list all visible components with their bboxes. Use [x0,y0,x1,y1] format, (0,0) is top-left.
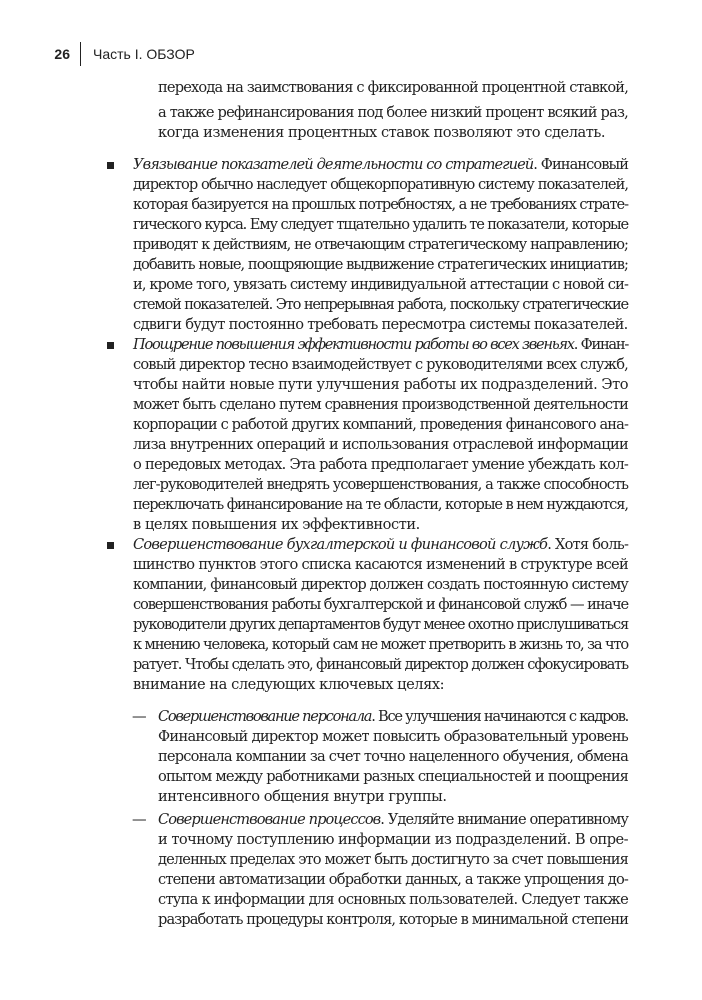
intro-line: а также рефинансирования под более низкий процент всякий раз, [158,104,628,121]
list-item-line: совый директор тесно взаимодействует с руководителями всех служб, [133,356,628,373]
list-item-line: чтобы найти новые пути улучшения работы их подразделений. Это [133,376,628,393]
page-number: 26 [54,46,70,62]
running-head: Часть I. ОБЗОР [93,46,195,62]
list-item-line: совершенствования работы бухгалтерской и финансовой служб — иначе [133,596,628,613]
bullet-square [107,542,114,549]
subitem-first-line [158,810,628,830]
list-item-line: которая базируется на прошлых потребностях, а не требованиях страте- [133,196,628,213]
list-item-line: ратует. Чтобы сделать это, финансовый директор должен сфокусировать [133,656,628,673]
list-item-line: лег-руководителей внедрять усовершенствования, а также способность [133,476,628,493]
list-item-line: директор обычно наследует общекорпоративную систему показателей, [133,176,628,193]
list-item-line: сдвиги будут постоянно требовать пересмотра системы показателей. [133,316,628,333]
list-item-line: в целях повышения их эффективности. [133,516,420,533]
list-item-line: корпорации с работой других компаний, проведения финансового ана- [133,416,628,433]
list-item-title: Совершенствование бухгалтерской и финансовой служб [133,536,548,553]
bullet-square [107,162,114,169]
subitem-text: . Все улучшения начинаются с кадров. [371,708,628,725]
subitem-line: деленных пределах это может быть достигнуто за счет повышения [158,851,628,868]
intro-line: перехода на заимствования с фиксированной процентной ставкой, [158,79,628,96]
list-item-first-line [133,535,628,555]
dash-marker: — [132,811,147,828]
list-item-first-line [133,335,628,355]
list-item-text: . Финан- [573,336,628,353]
list-item-line: стемой показателей. Это непрерывная работа, поскольку стратегические [133,296,628,313]
list-item-first-line [133,155,628,175]
list-item-text: . Хотя боль- [547,536,629,553]
subitem-line: ступа к информации для основных пользователей. Следует также [158,891,628,908]
subitem-line: Финансовый директор может повысить образовательный уровень [158,728,628,745]
subitem-text: . Уделяйте внимание оперативному [380,811,629,828]
list-item-line: может быть сделано путем сравнения производственной деятельности [133,396,628,413]
subitem-line: разработать процедуры контроля, которые в минимальной степени [158,911,629,928]
dash-marker: — [132,708,147,725]
bullet-square [107,342,114,349]
intro-line: когда изменения процентных ставок позволяют это сделать. [158,124,606,141]
list-item-line: приводят к действиям, не отвечающим стратегическому направлению; [133,236,628,253]
list-item-line: шинство пунктов этого списка касаются изменений в структуре всей [133,556,628,573]
subitem-line: и точному поступлению информации из подразделений. В опре- [158,831,628,848]
list-item-title: Увязывание показателей деятельности со стратегией [133,156,534,173]
subitem-line: степени автоматизации обработки данных, а также упрощения до- [158,871,628,888]
list-item-line: гического курса. Ему следует тщательно удалить те показатели, которые [133,216,628,233]
list-item-text: . Финансовый [533,156,628,173]
list-item-line: к мнению человека, который сам не может претворить в жизнь то, за что [133,636,628,653]
list-item-line: лиза внутренних операций и использования отраслевой информации [133,436,628,453]
list-item-line: компании, финансовый директор должен создать постоянную систему [133,576,628,593]
page-header [0,42,702,66]
list-item-line: внимание на следующих ключевых целях: [133,676,445,693]
subitem-title: Совершенствование персонала [158,708,372,725]
list-item-title: Поощрение повышения эффективности работы во всех звеньях [133,336,574,353]
subitem-title: Совершенствование процессов [158,811,381,828]
list-item-line: добавить новые, поощряющие выдвижение стратегических инициатив; [133,256,628,273]
subitem-line: персонала компании за счет точно нацеленного обучения, обмена [158,748,628,765]
subitem-first-line [158,707,628,727]
list-item-line: и, кроме того, увязать систему индивидуальной аттестации с новой си- [133,276,629,293]
list-item-line: о передовых методах. Эта работа предполагает умение убеждать кол- [133,456,628,473]
subitem-line: опытом между работниками разных специальностей и поощрения [158,768,628,785]
list-item-line: переключать финансирование на те области, которые в нем нуждаются, [133,496,628,513]
subitem-line: интенсивного общения внутри группы. [158,788,447,805]
header-divider [80,42,81,66]
list-item-line: руководители других департаментов будут менее охотно прислушиваться [133,616,628,633]
